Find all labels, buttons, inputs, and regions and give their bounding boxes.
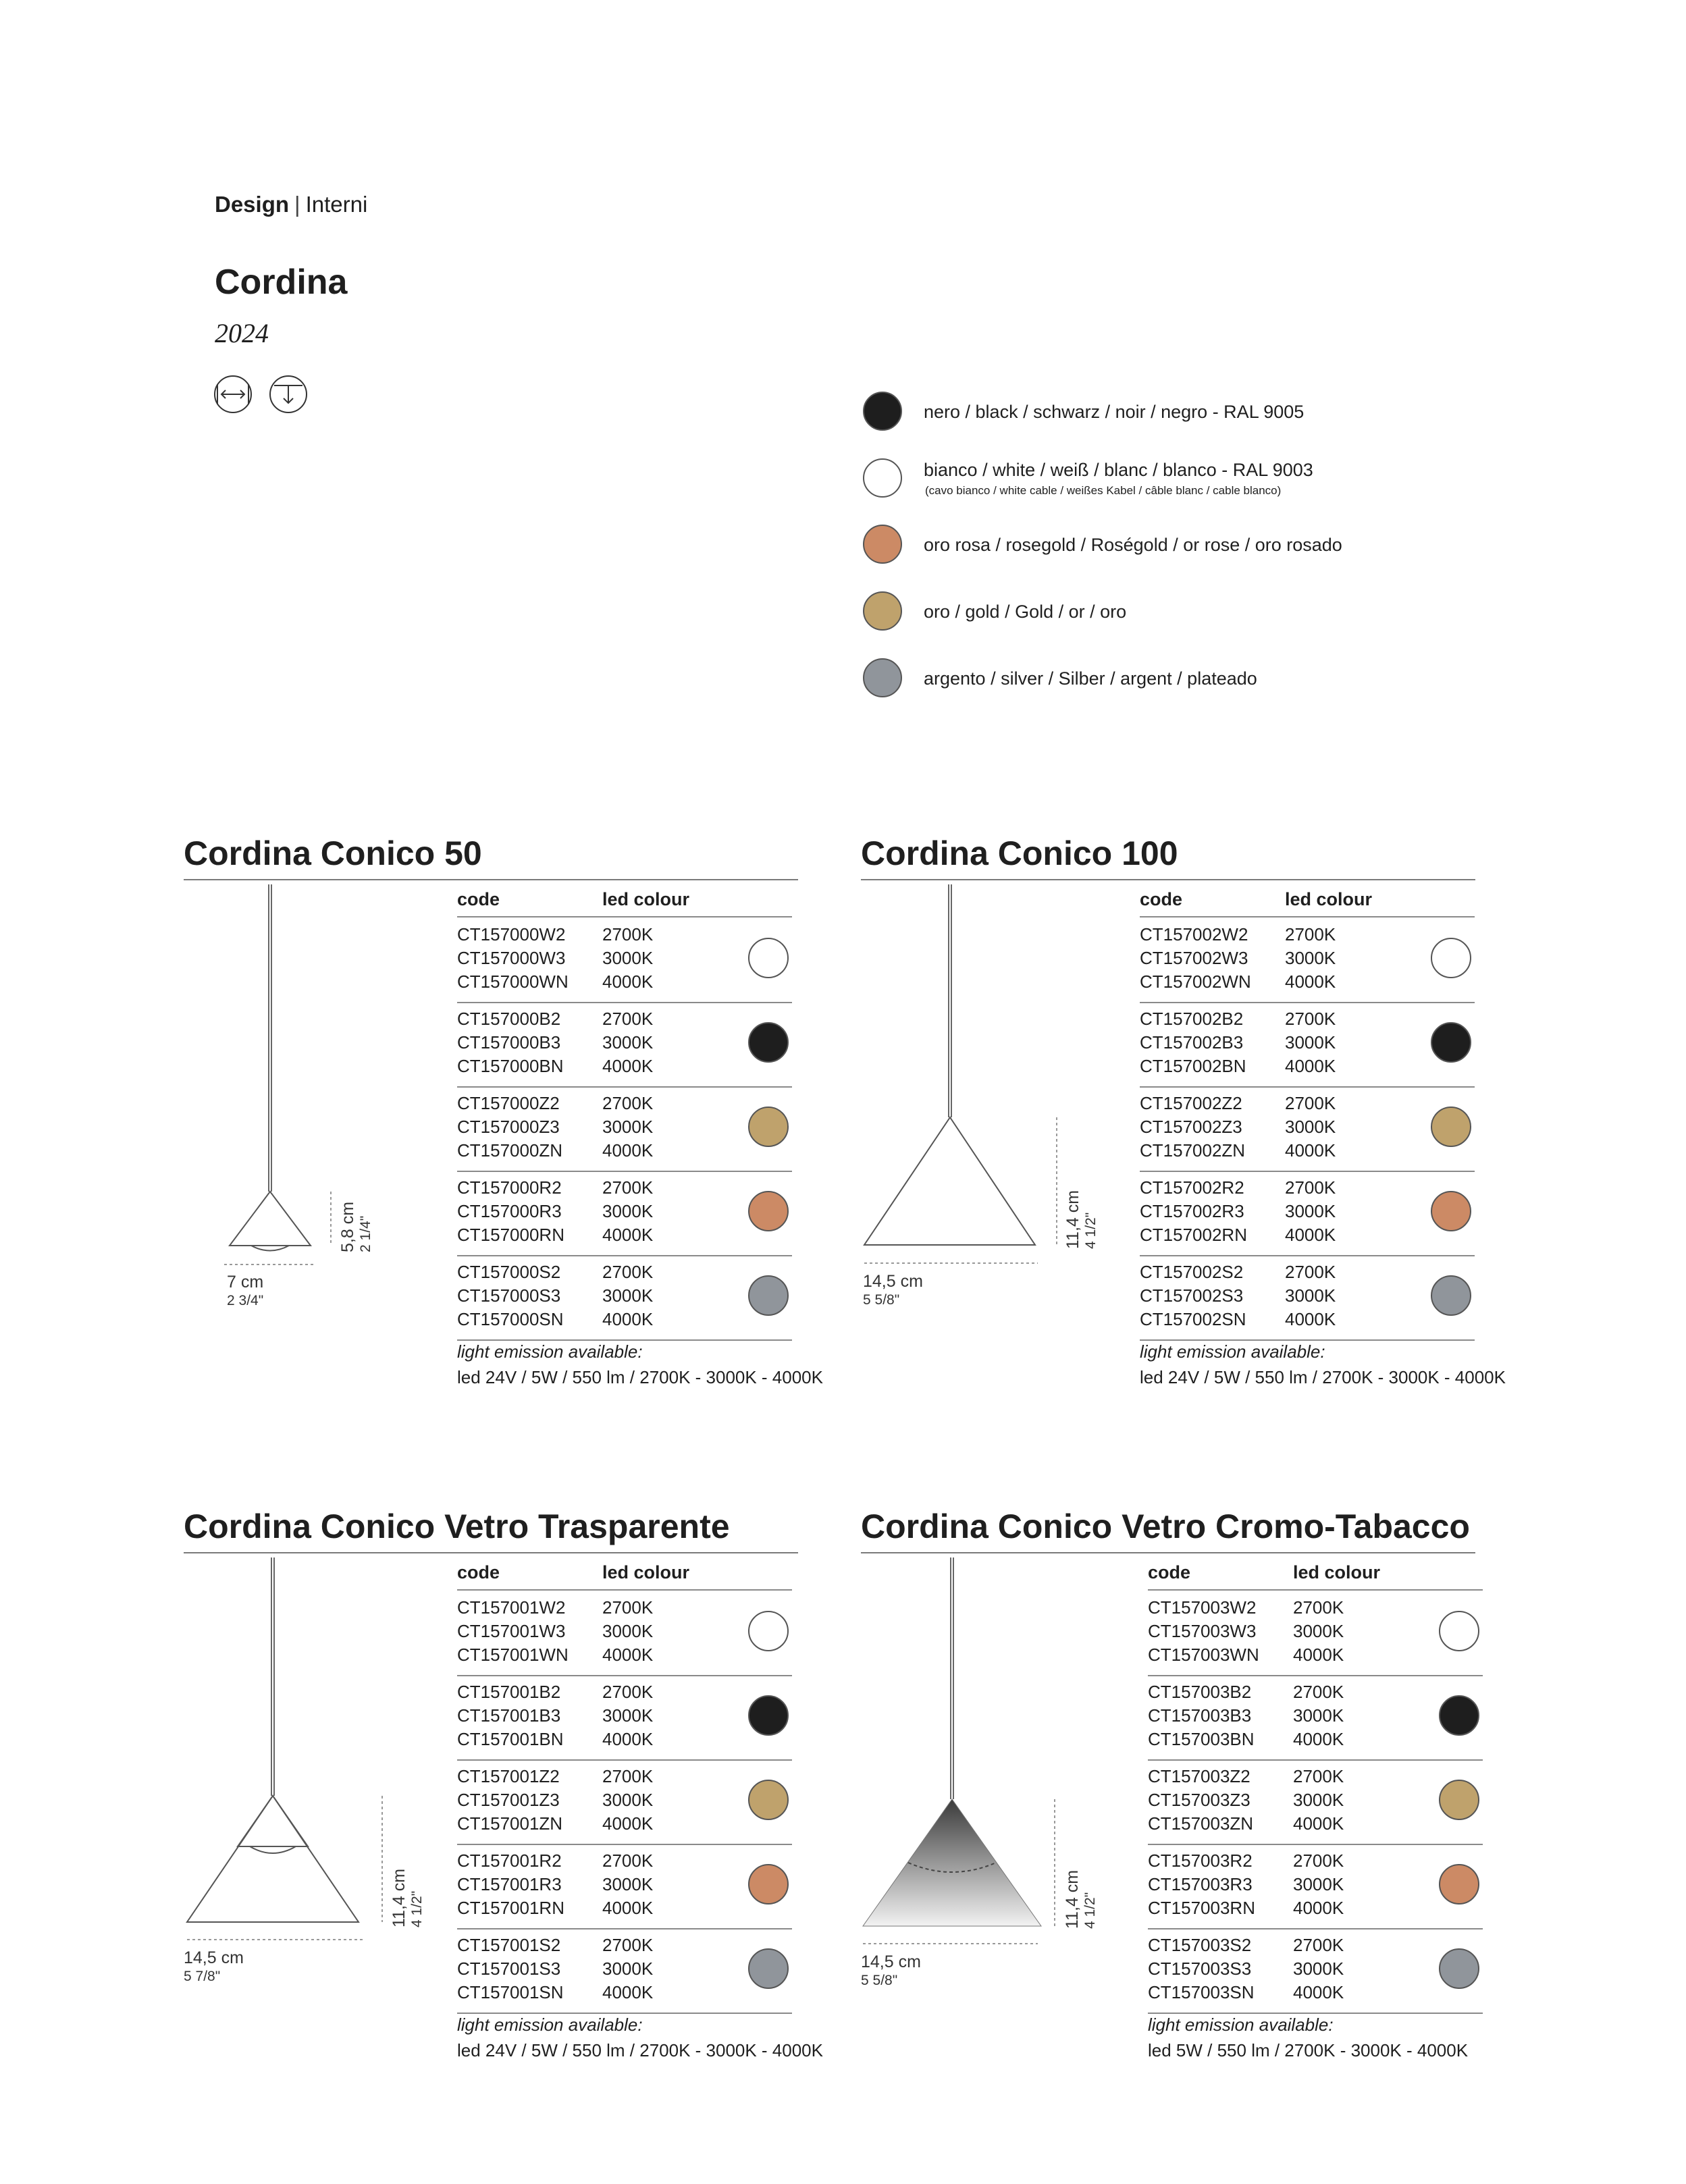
led-colour-temperature: 3000K	[602, 1874, 654, 1894]
product-code: CT157002B3	[1140, 1032, 1244, 1053]
finish-swatch	[1439, 1780, 1479, 1820]
col-header-led: led colour	[602, 889, 690, 909]
variant-group	[1140, 919, 1475, 1003]
emission-note-text: led 24V / 5W / 550 lm / 2700K - 3000K - 4000K	[457, 1367, 823, 1387]
led-colour-temperature: 3000K	[1293, 1790, 1344, 1810]
product-code: CT157003R2	[1148, 1850, 1253, 1871]
product-code: CT157001SN	[457, 1982, 564, 2002]
variant-group	[457, 1761, 792, 1845]
led-colour-temperature: 2700K	[1293, 1597, 1344, 1618]
product-code: CT157001ZN	[457, 1813, 563, 1834]
title-divider	[184, 879, 798, 880]
brand-separator: |	[294, 192, 300, 217]
height-inch-label: 4 1/2"	[1082, 1892, 1098, 1929]
row-divider	[457, 2013, 792, 2014]
finish-swatch	[748, 1611, 789, 1651]
emission-note-title: light emission available:	[457, 1341, 643, 1362]
led-colour-temperature: 3000K	[1293, 1705, 1344, 1726]
led-colour-temperature: 2700K	[1293, 1682, 1344, 1702]
col-header-code: code	[457, 1562, 500, 1582]
product-code: CT157001W3	[457, 1621, 566, 1641]
finish-swatch	[1431, 1107, 1471, 1147]
led-colour-temperature: 3000K	[1293, 1874, 1344, 1894]
finish-label: oro / gold / Gold / or / oro	[924, 602, 1127, 622]
led-colour-temperature: 4000K	[1285, 1056, 1336, 1076]
width-inch-label: 5 5/8"	[861, 1973, 898, 1988]
led-colour-temperature: 3000K	[602, 1201, 654, 1221]
led-colour-temperature: 3000K	[602, 1705, 654, 1726]
led-colour-temperature: 3000K	[602, 1790, 654, 1810]
emission-note-text: led 24V / 5W / 550 lm / 2700K - 3000K - 4000K	[1140, 1367, 1506, 1387]
led-colour-temperature: 2700K	[1293, 1935, 1344, 1955]
variant-group	[1148, 1761, 1483, 1845]
led-colour-temperature: 4000K	[602, 1309, 654, 1329]
finish-swatch	[1439, 1611, 1479, 1651]
product-code: CT157001B3	[457, 1705, 561, 1726]
product-code: CT157000Z3	[457, 1117, 560, 1137]
height-cm-label: 5,8 cm	[338, 1201, 357, 1252]
variant-group	[457, 1929, 792, 2014]
product-code: CT157001S2	[457, 1935, 561, 1955]
brand-design-label: Design	[215, 192, 290, 217]
height-inch-label: 2 1/4"	[358, 1215, 373, 1252]
product-code: CT157003Z3	[1148, 1790, 1250, 1810]
height-inch-label: 4 1/2"	[409, 1890, 425, 1927]
variant-group	[457, 1256, 792, 1341]
product-code: CT157000B2	[457, 1009, 561, 1029]
finish-swatch	[748, 938, 789, 978]
led-colour-temperature: 4000K	[1285, 1225, 1336, 1245]
product-code: CT157003RN	[1148, 1898, 1255, 1918]
led-colour-temperature: 4000K	[602, 1140, 654, 1161]
variant-group	[457, 919, 792, 1003]
finish-swatch	[748, 1864, 789, 1905]
led-colour-temperature: 2700K	[602, 924, 654, 944]
title-divider	[861, 1552, 1475, 1553]
led-colour-temperature: 2700K	[602, 1766, 654, 1786]
led-colour-temperature: 4000K	[1293, 1898, 1344, 1918]
variant-group	[457, 1003, 792, 1088]
product-code: CT157000W3	[457, 948, 566, 968]
product-title: Cordina Conico 100	[861, 834, 1178, 872]
finish-swatch	[748, 1948, 789, 1989]
product-code: CT157001BN	[457, 1729, 564, 1749]
product-code: CT157001Z2	[457, 1766, 560, 1786]
product-code: CT157003ZN	[1148, 1813, 1254, 1834]
finish-swatch	[1431, 1022, 1471, 1063]
finish-label: oro rosa / rosegold / Roségold / or rose / oro rosado	[924, 535, 1342, 555]
led-colour-temperature: 3000K	[1285, 1285, 1336, 1306]
led-colour-temperature: 4000K	[602, 1056, 654, 1076]
led-colour-temperature: 4000K	[602, 1225, 654, 1245]
variant-group	[1140, 1088, 1475, 1172]
height-cm-label: 11,4 cm	[390, 1868, 409, 1927]
product-code: CT157003W3	[1148, 1621, 1257, 1641]
led-colour-temperature: 4000K	[602, 971, 654, 992]
finish-swatch	[748, 1022, 789, 1063]
product-drawing	[184, 884, 406, 1316]
product-code: CT157003Z2	[1148, 1766, 1250, 1786]
col-header-code: code	[457, 889, 500, 909]
product-code: CT157002B2	[1140, 1009, 1244, 1029]
title-divider	[184, 1552, 798, 1553]
header-divider	[457, 1589, 792, 1591]
brand-designer-label: Interni	[305, 192, 368, 217]
finish-swatch	[1431, 1191, 1471, 1231]
finish-label: bianco / white / weiß / blanc / blanco - RAL 9003	[924, 460, 1313, 480]
row-divider	[1140, 1339, 1475, 1341]
led-colour-temperature: 2700K	[1285, 924, 1336, 944]
led-colour-temperature: 4000K	[602, 1645, 654, 1665]
product-code: CT157002S2	[1140, 1262, 1244, 1282]
product-drawing	[861, 884, 1104, 1316]
product-code: CT157002R2	[1140, 1177, 1244, 1198]
led-colour-temperature: 4000K	[602, 1982, 654, 2002]
height-inch-label: 4 1/2"	[1083, 1212, 1099, 1249]
led-colour-temperature: 3000K	[602, 1032, 654, 1053]
finish-swatch	[748, 1695, 789, 1736]
led-colour-temperature: 2700K	[1285, 1262, 1336, 1282]
emission-note-text: led 5W / 550 lm / 2700K - 3000K - 4000K	[1148, 2040, 1469, 2060]
product-code: CT157003S2	[1148, 1935, 1252, 1955]
variant-group	[1148, 1929, 1483, 2014]
product-code: CT157003R3	[1148, 1874, 1253, 1894]
product-code: CT157003B3	[1148, 1705, 1252, 1726]
product-code: CT157003W2	[1148, 1597, 1257, 1618]
led-colour-temperature: 3000K	[602, 1959, 654, 1979]
finish-note: (cavo bianco / white cable / weißes Kabel / câble blanc / cable blanco)	[925, 484, 1282, 497]
product-code: CT157002SN	[1140, 1309, 1246, 1329]
finish-swatch	[748, 1191, 789, 1231]
led-colour-temperature: 2700K	[602, 1262, 654, 1282]
variant-group	[1148, 1592, 1483, 1676]
product-title: Cordina Conico Vetro Cromo-Tabacco	[861, 1508, 1470, 1545]
product-code: CT157000R3	[457, 1201, 562, 1221]
finish-swatch	[863, 658, 902, 697]
led-colour-temperature: 4000K	[1293, 1729, 1344, 1749]
led-colour-temperature: 3000K	[602, 1117, 654, 1137]
width-cm-label: 7 cm	[227, 1273, 264, 1291]
product-code: CT157000S2	[457, 1262, 561, 1282]
finish-swatch	[748, 1275, 789, 1316]
product-code: CT157001RN	[457, 1898, 564, 1918]
brand-line	[215, 192, 367, 217]
product-code: CT157003WN	[1148, 1645, 1259, 1665]
height-cm-label: 11,4 cm	[1063, 1869, 1082, 1929]
product-code: CT157003BN	[1148, 1729, 1255, 1749]
product-code: CT157002Z2	[1140, 1093, 1242, 1113]
product-code: CT157002Z3	[1140, 1117, 1242, 1137]
year-label: 2024	[215, 318, 269, 348]
led-colour-temperature: 3000K	[1285, 1032, 1336, 1053]
width-cm-label: 14,5 cm	[184, 1948, 244, 1967]
product-code: CT157002BN	[1140, 1056, 1246, 1076]
led-colour-temperature: 3000K	[602, 1285, 654, 1306]
width-cm-label: 14,5 cm	[863, 1272, 923, 1291]
variant-group	[1140, 1172, 1475, 1256]
row-divider	[1148, 2013, 1483, 2014]
led-colour-temperature: 3000K	[1293, 1959, 1344, 1979]
variant-group	[1148, 1676, 1483, 1761]
emission-note-title: light emission available:	[1148, 2015, 1334, 2035]
variant-group	[1148, 1845, 1483, 1929]
finish-label: argento / silver / Silber / argent / plateado	[924, 668, 1257, 689]
product-title: Cordina Conico 50	[184, 834, 482, 872]
adjustable-length-icon	[213, 375, 253, 414]
led-colour-temperature: 4000K	[1293, 1645, 1344, 1665]
led-colour-temperature: 2700K	[602, 1935, 654, 1955]
downlight-icon	[269, 375, 308, 414]
product-drawing	[184, 1557, 427, 1990]
product-code: CT157002S3	[1140, 1285, 1244, 1306]
led-colour-temperature: 2700K	[602, 1177, 654, 1198]
finish-swatch	[1439, 1695, 1479, 1736]
header-divider	[1140, 916, 1475, 917]
led-colour-temperature: 3000K	[602, 1621, 654, 1641]
led-colour-temperature: 2700K	[1285, 1177, 1336, 1198]
variant-group	[1140, 1003, 1475, 1088]
led-colour-temperature: 2700K	[602, 1009, 654, 1029]
variant-group	[457, 1845, 792, 1929]
led-colour-temperature: 2700K	[602, 1850, 654, 1871]
finish-swatch	[863, 591, 902, 631]
finish-swatch	[1439, 1864, 1479, 1905]
led-colour-temperature: 4000K	[1285, 971, 1336, 992]
led-colour-temperature: 3000K	[1293, 1621, 1344, 1641]
finish-swatch	[748, 1780, 789, 1820]
product-code: CT157003SN	[1148, 1982, 1255, 2002]
led-colour-temperature: 2700K	[602, 1682, 654, 1702]
product-code: CT157002W3	[1140, 948, 1248, 968]
height-cm-label: 11,4 cm	[1063, 1190, 1082, 1249]
finish-swatch	[863, 392, 902, 431]
product-code: CT157001B2	[457, 1682, 561, 1702]
led-colour-temperature: 4000K	[602, 1898, 654, 1918]
finish-swatch	[748, 1107, 789, 1147]
finish-swatch	[863, 525, 902, 564]
width-inch-label: 2 3/4"	[227, 1293, 264, 1308]
led-colour-temperature: 2700K	[602, 1093, 654, 1113]
product-code: CT157001R2	[457, 1850, 562, 1871]
led-colour-temperature: 3000K	[1285, 1117, 1336, 1137]
led-colour-temperature: 2700K	[1293, 1850, 1344, 1871]
finish-label: nero / black / schwarz / noir / negro - RAL 9005	[924, 402, 1305, 422]
product-code: CT157000RN	[457, 1225, 564, 1245]
variant-group	[457, 1592, 792, 1676]
emission-note-text: led 24V / 5W / 550 lm / 2700K - 3000K - 4000K	[457, 2040, 823, 2060]
product-code: CT157000W2	[457, 924, 566, 944]
product-code: CT157001WN	[457, 1645, 569, 1665]
col-header-led: led colour	[1285, 889, 1373, 909]
led-colour-temperature: 2700K	[1285, 1093, 1336, 1113]
product-code: CT157001Z3	[457, 1790, 560, 1810]
title-divider	[861, 879, 1475, 880]
width-cm-label: 14,5 cm	[861, 1952, 921, 1971]
product-title: Cordina Conico Vetro Trasparente	[184, 1508, 730, 1545]
led-colour-temperature: 3000K	[1285, 1201, 1336, 1221]
product-code: CT157002WN	[1140, 971, 1251, 992]
header-divider	[457, 916, 792, 917]
product-code: CT157000BN	[457, 1056, 564, 1076]
product-code: CT157001R3	[457, 1874, 562, 1894]
led-colour-temperature: 2700K	[602, 1597, 654, 1618]
variant-group	[457, 1172, 792, 1256]
product-code: CT157002W2	[1140, 924, 1248, 944]
led-colour-temperature: 3000K	[602, 948, 654, 968]
product-code: CT157000S3	[457, 1285, 561, 1306]
led-colour-temperature: 4000K	[1285, 1309, 1336, 1329]
product-code: CT157000ZN	[457, 1140, 563, 1161]
product-code: CT157000R2	[457, 1177, 562, 1198]
variant-group	[457, 1676, 792, 1761]
finish-swatch	[863, 458, 902, 498]
led-colour-temperature: 4000K	[602, 1729, 654, 1749]
col-header-code: code	[1140, 889, 1183, 909]
width-inch-label: 5 5/8"	[863, 1292, 900, 1308]
led-colour-temperature: 4000K	[1293, 1982, 1344, 2002]
product-code: CT157003S3	[1148, 1959, 1252, 1979]
product-code: CT157000B3	[457, 1032, 561, 1053]
width-inch-label: 5 7/8"	[184, 1969, 221, 1984]
led-colour-temperature: 4000K	[1285, 1140, 1336, 1161]
product-code: CT157000Z2	[457, 1093, 560, 1113]
product-code: CT157003B2	[1148, 1682, 1252, 1702]
product-code: CT157001W2	[457, 1597, 566, 1618]
led-colour-temperature: 2700K	[1285, 1009, 1336, 1029]
product-code: CT157002RN	[1140, 1225, 1247, 1245]
product-code: CT157002ZN	[1140, 1140, 1246, 1161]
led-colour-temperature: 3000K	[1285, 948, 1336, 968]
led-colour-temperature: 4000K	[1293, 1813, 1344, 1834]
product-code: CT157001S3	[457, 1959, 561, 1979]
variant-group	[457, 1088, 792, 1172]
row-divider	[457, 1339, 792, 1341]
header-divider	[1148, 1589, 1483, 1591]
product-code: CT157000SN	[457, 1309, 564, 1329]
col-header-led: led colour	[602, 1562, 690, 1582]
product-drawing	[861, 1557, 1104, 1990]
product-code: CT157002R3	[1140, 1201, 1244, 1221]
col-header-code: code	[1148, 1562, 1191, 1582]
led-colour-temperature: 4000K	[602, 1813, 654, 1834]
page-title: Cordina	[215, 263, 348, 302]
led-colour-temperature: 2700K	[1293, 1766, 1344, 1786]
variant-group	[1140, 1256, 1475, 1341]
col-header-led: led colour	[1293, 1562, 1381, 1582]
finish-swatch	[1431, 938, 1471, 978]
emission-note-title: light emission available:	[457, 2015, 643, 2035]
finish-swatch	[1439, 1948, 1479, 1989]
product-code: CT157000WN	[457, 971, 569, 992]
emission-note-title: light emission available:	[1140, 1341, 1325, 1362]
finish-swatch	[1431, 1275, 1471, 1316]
